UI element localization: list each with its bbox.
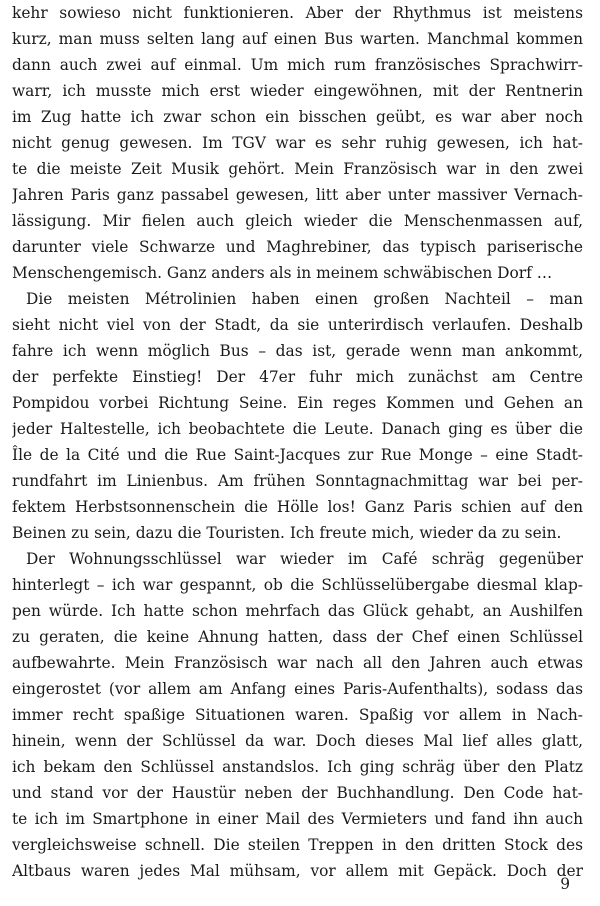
text-line: Jahren Paris ganz passabel gewesen, litt aber unter massiver Vernach- — [12, 186, 583, 204]
text-line: hinterlegt – ich war gespannt, ob die Schlüsselübergabe diesmal klap- — [12, 576, 583, 594]
text-line: dann auch zwei auf einmal. Um mich rum französisches Sprachwirr- — [12, 56, 583, 74]
text-line: kurz, man muss selten lang auf einen Bus warten. Manchmal kommen — [12, 30, 583, 48]
text-line: kehr sowieso nicht funktionieren. Aber der Rhythmus ist meistens — [12, 4, 583, 22]
text-line: hinein, wenn der Schlüssel da war. Doch dieses Mal lief alles glatt, — [12, 732, 583, 750]
text-line: fahre ich wenn möglich Bus – das ist, gerade wenn man ankommt, — [12, 342, 583, 360]
text-line: pen würde. Ich hatte schon mehrfach das Glück gehabt, an Aushilfen — [12, 602, 583, 620]
text-line: te die meiste Zeit Musik gehört. Mein Französisch war in den zwei — [12, 160, 583, 178]
text-line: ich bekam den Schlüssel anstandslos. Ich ging schräg über den Platz — [12, 758, 583, 776]
text-line: zu geraten, die keine Ahnung hatten, dass der Chef einen Schlüssel — [12, 628, 583, 646]
text-line: Die meisten Métrolinien haben einen großen Nachteil – man — [26, 290, 583, 308]
text-line: Menschengemisch. Ganz anders als in meinem schwäbischen Dorf … — [12, 264, 553, 282]
text-line: Beinen zu sein, dazu die Touristen. Ich freute mich, wieder da zu sein. — [12, 524, 562, 542]
text-line: eingerostet (vor allem am Anfang eines Paris-Aufenthalts), sodass das — [12, 680, 583, 698]
page-number: 9 — [560, 875, 570, 893]
text-line: aufbewahrte. Mein Französisch war nach all den Jahren auch etwas — [12, 654, 583, 672]
text-line: im Zug hatte ich zwar schon ein bisschen geübt, es war aber noch — [12, 108, 583, 126]
text-line: der perfekte Einstieg! Der 47er fuhr mich zunächst am Centre — [12, 368, 583, 386]
text-line: lässigung. Mir fielen auch gleich wieder die Menschenmassen auf, — [12, 212, 583, 230]
text-line: Île de la Cité und die Rue Saint-Jacques zur Rue Monge – eine Stadt- — [12, 446, 583, 464]
text-line: und stand vor der Haustür neben der Buchhandlung. Den Code hat- — [12, 784, 583, 802]
text-line: Der Wohnungsschlüssel war wieder im Café schräg gegenüber — [26, 550, 583, 568]
text-line: darunter viele Schwarze und Maghrebiner, das typisch pariserische — [12, 238, 583, 256]
text-line: Pompidou vorbei Richtung Seine. Ein reges Kommen und Gehen an — [12, 394, 583, 412]
text-line: rundfahrt im Linienbus. Am frühen Sonntagnachmittag war bei per- — [12, 472, 583, 490]
body-text — [12, 0, 583, 884]
text-line: jeder Haltestelle, ich beobachtete die Leute. Danach ging es über die — [12, 420, 583, 438]
text-line: vergleichsweise schnell. Die steilen Treppen in den dritten Stock des — [12, 836, 583, 854]
text-line: te ich im Smartphone in einer Mail des Vermieters und fand ihn auch — [12, 810, 583, 828]
text-line: nicht genug gewesen. Im TGV war es sehr ruhig gewesen, ich hat- — [12, 134, 583, 152]
text-line: fektem Herbstsonnenschein die Hölle los! Ganz Paris schien auf den — [12, 498, 583, 516]
text-line: Altbaus waren jedes Mal mühsam, vor allem mit Gepäck. Doch der — [12, 862, 583, 880]
text-line: sieht nicht viel von der Stadt, da sie unterirdisch verlaufen. Deshalb — [12, 316, 583, 334]
text-line: immer recht spaßige Situationen waren. Spaßig vor allem in Nach- — [12, 706, 583, 724]
text-line: warr, ich musste mich erst wieder eingewöhnen, mit der Rentnerin — [12, 82, 583, 100]
